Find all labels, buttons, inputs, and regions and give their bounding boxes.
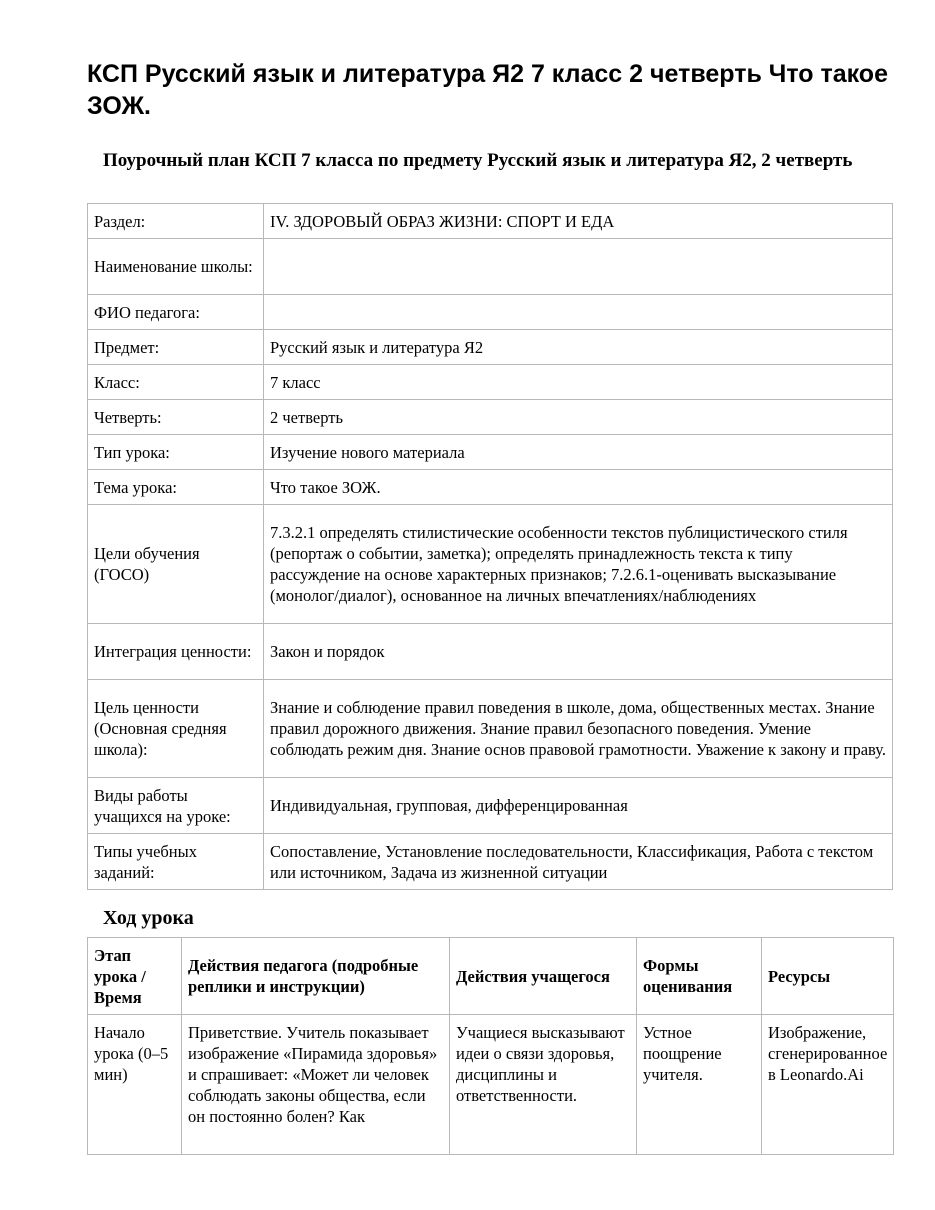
row-label: Интеграция ценности: xyxy=(88,624,264,680)
table-row xyxy=(88,1015,894,1155)
row-value: Что такое ЗОЖ. xyxy=(264,470,893,505)
table-row xyxy=(88,680,893,778)
row-value: Знание и соблюдение правил поведения в школе, дома, общественных местах. Знание правил дорожного движения. Знание правил безопасного поведения. Умение соблюдать режим дня. Знание основ правовой грамотности. Уважение к закону и праву. xyxy=(264,680,893,778)
row-value: Сопоставление, Установление последовательности, Классификация, Работа с текстом или источником, Задача из жизненной ситуации xyxy=(264,834,893,890)
row-label: Цели обучения (ГОСО) xyxy=(88,505,264,624)
column-header: Действия учащегося xyxy=(450,938,637,1015)
row-value: IV. ЗДОРОВЫЙ ОБРАЗ ЖИЗНИ: СПОРТ И ЕДА xyxy=(264,204,893,239)
table-row xyxy=(88,295,893,330)
row-label: Класс: xyxy=(88,365,264,400)
row-value xyxy=(264,239,893,295)
table-cell: Изображение, сгенерированное в Leonardo.Ai xyxy=(762,1015,894,1155)
table-row xyxy=(88,204,893,239)
row-label: Тема урока: xyxy=(88,470,264,505)
table-row xyxy=(88,778,893,834)
row-value: Русский язык и литература Я2 xyxy=(264,330,893,365)
row-label: ФИО педагога: xyxy=(88,295,264,330)
column-header: Ресурсы xyxy=(762,938,894,1015)
table-cell: Начало урока (0–5 мин) xyxy=(88,1015,182,1155)
row-value: Индивидуальная, групповая, дифференцированная xyxy=(264,778,893,834)
table-row xyxy=(88,239,893,295)
document-title: КСП Русский язык и литература Я2 7 класс 2 четверть Что такое ЗОЖ. xyxy=(87,60,888,120)
row-value: 7.3.2.1 определять стилистические особенности текстов публицистического стиля (репортаж о событии, заметка); определять принадлежность текста к типу рассуждение на основе характерных признаков; 7.2.6.1-оценивать высказывание (монолог/диалог), основанное на личных впечатлениях/наблюдениях xyxy=(264,505,893,624)
table-row xyxy=(88,505,893,624)
row-label: Раздел: xyxy=(88,204,264,239)
lesson-flow-table xyxy=(87,937,894,1155)
column-header: Формы оценивания xyxy=(637,938,762,1015)
table-cell: Приветствие. Учитель показывает изображение «Пирамида здоровья» и спрашивает: «Может ли человек соблюдать законы общества, если он постоянно болен? Как xyxy=(182,1015,450,1155)
row-label: Типы учебных заданий: xyxy=(88,834,264,890)
table-row xyxy=(88,470,893,505)
plan-title: Поурочный план КСП 7 класса по предмету Русский язык и литература Я2, 2 четверть xyxy=(103,150,853,171)
row-label: Предмет: xyxy=(88,330,264,365)
row-value: 7 класс xyxy=(264,365,893,400)
lesson-section-title: Ход урока xyxy=(103,907,194,929)
lesson-info-table xyxy=(87,203,893,890)
row-label: Цель ценности (Основная средняя школа): xyxy=(88,680,264,778)
table-row xyxy=(88,365,893,400)
row-label: Наименование школы: xyxy=(88,239,264,295)
table-header-row xyxy=(88,938,894,1015)
row-label: Тип урока: xyxy=(88,435,264,470)
column-header: Этап урока / Время xyxy=(88,938,182,1015)
table-row xyxy=(88,624,893,680)
table-row xyxy=(88,330,893,365)
row-value: 2 четверть xyxy=(264,400,893,435)
table-cell: Учащиеся высказывают идеи о связи здоровья, дисциплины и ответственности. xyxy=(450,1015,637,1155)
row-value xyxy=(264,295,893,330)
table-row xyxy=(88,435,893,470)
row-value: Изучение нового материала xyxy=(264,435,893,470)
table-row xyxy=(88,834,893,890)
column-header: Действия педагога (подробные реплики и инструкции) xyxy=(182,938,450,1015)
row-label: Виды работы учащихся на уроке: xyxy=(88,778,264,834)
row-label: Четверть: xyxy=(88,400,264,435)
table-cell: Устное поощрение учителя. xyxy=(637,1015,762,1155)
table-row xyxy=(88,400,893,435)
row-value: Закон и порядок xyxy=(264,624,893,680)
